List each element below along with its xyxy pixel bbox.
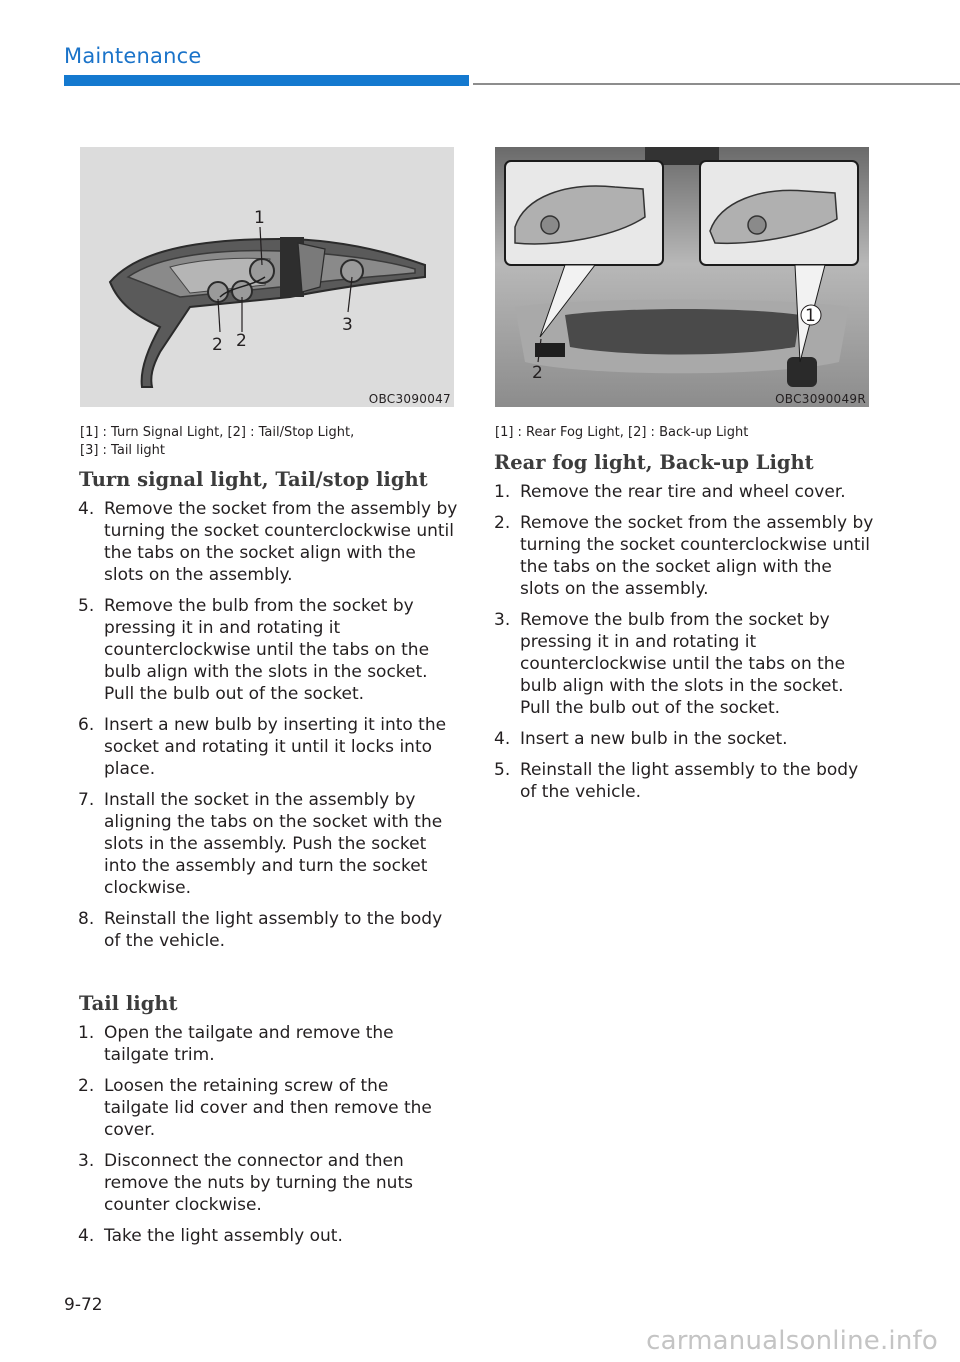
list-item [78, 1150, 458, 1216]
rear-bumper-figure [495, 147, 869, 407]
left-figure-caption [80, 424, 354, 460]
step-number: 3. [78, 1151, 95, 1171]
step-text: Insert a new bulb in the socket. [520, 729, 788, 749]
step-text: Insert a new bulb by inserting it into the socket and rotating it until it locks into place. [104, 715, 447, 779]
list-item [494, 759, 874, 803]
list-item [78, 714, 458, 780]
step-number: 5. [78, 596, 95, 616]
tail-light-illustration [80, 147, 454, 407]
step-number: 6. [78, 715, 95, 735]
list-item [78, 1022, 458, 1066]
tail-light-steps [78, 1022, 458, 1256]
step-text: Install the socket in the assembly by aligning the tabs on the socket with the slots in the assembly. Push the socket into the assembly and turn the socket clockwise. [104, 790, 443, 898]
list-item [494, 481, 874, 503]
header-accent-bar [64, 75, 469, 86]
callout-1: 1 [254, 208, 265, 228]
step-number: 4. [78, 499, 95, 519]
tail-light-assembly-figure [80, 147, 454, 407]
step-number: 5. [494, 760, 511, 780]
step-text: Reinstall the light assembly to the body of the vehicle. [520, 760, 859, 802]
step-text: Remove the bulb from the socket by pressing it in and rotating it counterclockwise until the tabs on the bulb align with the slots in the socket. Pull the bulb out of the socket. [104, 596, 430, 704]
callout-1: 1 [805, 306, 816, 326]
section-title-turn-signal: Turn signal light, Tail/stop light [79, 468, 428, 491]
caption-line: [1] : Rear Fog Light, [2] : Back-up Light [495, 425, 749, 440]
list-item [494, 512, 874, 600]
figure-code: OBC3090047 [368, 392, 451, 406]
page-number: 9-72 [64, 1295, 103, 1315]
callout-2: 2 [532, 363, 543, 383]
caption-line: [3] : Tail light [80, 443, 165, 458]
step-number: 3. [494, 610, 511, 630]
turn-signal-steps [78, 498, 458, 961]
step-number: 4. [494, 729, 511, 749]
list-item [78, 498, 458, 586]
step-number: 4. [78, 1226, 95, 1246]
header-rule [473, 83, 960, 85]
section-title-tail-light: Tail light [79, 992, 178, 1015]
step-text: Open the tailgate and remove the tailgate trim. [104, 1023, 394, 1065]
rear-fog-steps [494, 481, 874, 812]
step-number: 1. [494, 482, 511, 502]
step-number: 2. [494, 513, 511, 533]
step-number: 1. [78, 1023, 95, 1043]
callout-2a: 2 [212, 335, 223, 355]
rear-bumper-illustration [495, 147, 869, 407]
step-number: 2. [78, 1076, 95, 1096]
list-item [494, 728, 874, 750]
step-number: 7. [78, 790, 95, 810]
step-text: Remove the socket from the assembly by turning the socket counterclockwise until the tabs on the socket align with the slots on the assembly. [104, 499, 458, 585]
section-title-rear-fog: Rear fog light, Back-up Light [494, 451, 814, 474]
callout-2b: 2 [236, 331, 247, 351]
callout-3: 3 [342, 315, 353, 335]
step-text: Reinstall the light assembly to the body of the vehicle. [104, 909, 443, 951]
watermark: carmanualsonline.info [646, 1326, 938, 1356]
caption-line: [1] : Turn Signal Light, [2] : Tail/Stop Light, [80, 425, 355, 440]
step-text: Remove the socket from the assembly by turning the socket counterclockwise until the tabs on the socket align with the slots on the assembly. [520, 513, 874, 599]
list-item [78, 789, 458, 899]
list-item [78, 595, 458, 705]
list-item [78, 908, 458, 952]
step-text: Take the light assembly out. [104, 1226, 343, 1246]
list-item [78, 1225, 458, 1247]
step-text: Remove the bulb from the socket by pressing it in and rotating it counterclockwise until the tabs on the bulb align with the slots in the socket. Pull the bulb out of the socket. [520, 610, 846, 718]
step-text: Loosen the retaining screw of the tailgate lid cover and then remove the cover. [104, 1076, 432, 1140]
figure-code: OBC3090049R [775, 392, 866, 406]
step-number: 8. [78, 909, 95, 929]
section-header-title: Maintenance [64, 44, 202, 68]
right-figure-caption [495, 424, 748, 442]
step-text: Remove the rear tire and wheel cover. [520, 482, 846, 502]
list-item [78, 1075, 458, 1141]
step-text: Disconnect the connector and then remove the nuts by turning the nuts counter clockwise. [104, 1151, 413, 1215]
list-item [494, 609, 874, 719]
